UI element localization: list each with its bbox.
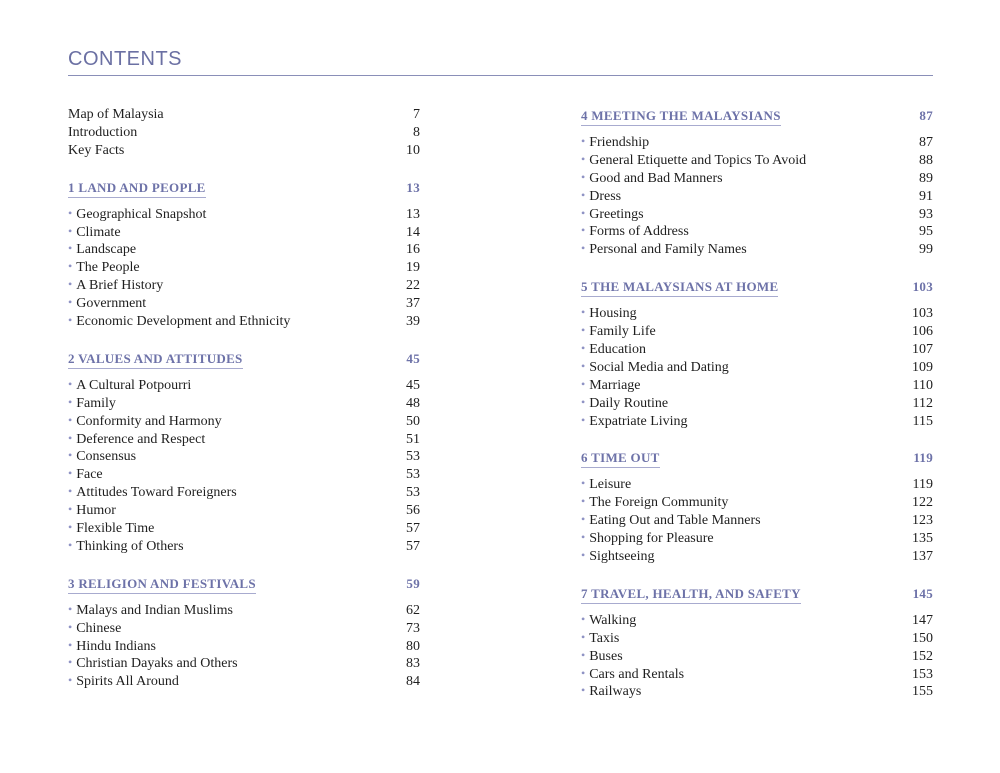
section-spacer: [581, 259, 933, 277]
entry-label: Map of Malaysia: [68, 107, 164, 122]
entry-page-number: 88: [919, 152, 933, 168]
section-title: 4 MEETING THE MALAYSIANS: [581, 107, 781, 126]
section-page-number: 145: [912, 585, 933, 601]
toc-entry[interactable]: [581, 612, 933, 630]
entry-label: • Good and Bad Manners: [581, 170, 723, 188]
toc-entry[interactable]: [68, 673, 420, 691]
section-spacer: [581, 468, 933, 476]
entry-page-number: 45: [406, 377, 420, 393]
toc-entry[interactable]: [68, 520, 420, 538]
entry-label: • Social Media and Dating: [581, 359, 729, 377]
entry-label: • Housing: [581, 305, 637, 323]
entry-page-number: 123: [912, 513, 933, 529]
entry-page-number: 53: [406, 467, 420, 483]
page-title: CONTENTS: [68, 48, 182, 70]
front-matter-entry[interactable]: [68, 124, 420, 142]
section-spacer: [68, 198, 420, 206]
entry-page-number: 57: [406, 538, 420, 554]
entry-page-number: 57: [406, 521, 420, 537]
section-spacer: [581, 604, 933, 612]
section-title: 6 TIME OUT: [581, 449, 660, 468]
entry-label: • Walking: [581, 612, 636, 630]
entry-page-number: 22: [406, 278, 420, 294]
toc-entry[interactable]: [581, 206, 933, 224]
entry-page-number: 51: [406, 431, 420, 447]
toc-entry[interactable]: [68, 413, 420, 431]
entry-label: • Greetings: [581, 206, 644, 224]
entry-page-number: 50: [406, 413, 420, 429]
toc-left-column: [68, 106, 420, 691]
entry-page-number: 87: [919, 135, 933, 150]
entry-label: • Malays and Indian Muslims: [68, 602, 233, 620]
front-matter-entry[interactable]: [68, 142, 420, 160]
entry-label: • Daily Routine: [581, 395, 668, 413]
toc-entry[interactable]: [581, 152, 933, 170]
entry-label: • A Cultural Potpourri: [68, 377, 191, 395]
entry-page-number: 89: [919, 170, 933, 186]
entry-label: • Cars and Rentals: [581, 666, 684, 684]
entry-page-number: 14: [406, 224, 420, 240]
entry-page-number: 109: [912, 359, 933, 375]
toc-entry[interactable]: [68, 295, 420, 313]
entry-page-number: 7: [413, 107, 420, 122]
front-matter-entry[interactable]: [68, 106, 420, 124]
section-spacer: [68, 160, 420, 178]
entry-label: • Eating Out and Table Manners: [581, 512, 761, 530]
entry-label: • Deference and Respect: [68, 431, 205, 449]
section-heading[interactable]: [68, 349, 420, 369]
toc-entry[interactable]: [581, 666, 933, 684]
section-heading[interactable]: [581, 448, 933, 468]
entry-label: • Friendship: [581, 134, 649, 152]
section-spacer: [68, 331, 420, 349]
entry-page-number: 119: [912, 477, 933, 493]
section-heading[interactable]: [581, 106, 933, 126]
section-spacer: [68, 556, 420, 574]
toc-entry[interactable]: [68, 502, 420, 520]
entry-label: • Railways: [581, 683, 641, 701]
section-title: 7 TRAVEL, HEALTH, AND SAFETY: [581, 585, 801, 604]
entry-label: • Climate: [68, 224, 121, 242]
entry-label: • Expatriate Living: [581, 413, 688, 431]
entry-label: • Education: [581, 341, 646, 359]
toc-entry[interactable]: [68, 638, 420, 656]
entry-label: Introduction: [68, 124, 138, 140]
toc-entry[interactable]: [581, 223, 933, 241]
toc-entry[interactable]: [68, 448, 420, 466]
toc-entry[interactable]: [68, 395, 420, 413]
section-title: 3 RELIGION AND FESTIVALS: [68, 575, 256, 594]
title-divider: [68, 75, 933, 76]
section-page-number: 87: [919, 108, 933, 123]
entry-label: • Marriage: [581, 377, 641, 395]
toc-entry[interactable]: [581, 170, 933, 188]
entry-label: • Government: [68, 295, 146, 313]
entry-label: • Family: [68, 395, 116, 413]
entry-label: • The People: [68, 259, 140, 277]
entry-label: • Dress: [581, 188, 621, 206]
toc-entry[interactable]: [581, 630, 933, 648]
section-heading[interactable]: [581, 584, 933, 604]
toc-entry[interactable]: [68, 620, 420, 638]
entry-page-number: 13: [406, 206, 420, 222]
entry-page-number: 147: [912, 612, 933, 628]
entry-label: • Forms of Address: [581, 223, 689, 241]
entry-page-number: 37: [406, 296, 420, 312]
section-heading[interactable]: [581, 277, 933, 297]
toc-entry[interactable]: [68, 206, 420, 224]
entry-label: • Spirits All Around: [68, 673, 179, 691]
entry-label: • Buses: [581, 648, 623, 666]
section-spacer: [581, 297, 933, 305]
entry-label: • Personal and Family Names: [581, 241, 747, 259]
entry-label: • Shopping for Pleasure: [581, 530, 714, 548]
toc-entry[interactable]: [68, 259, 420, 277]
section-page-number: 13: [406, 179, 420, 195]
toc-entry[interactable]: [68, 277, 420, 295]
section-heading[interactable]: [68, 178, 420, 198]
section-title: 2 VALUES AND ATTITUDES: [68, 350, 243, 369]
entry-page-number: 110: [912, 377, 933, 393]
toc-entry[interactable]: [581, 305, 933, 323]
entry-label: • Consensus: [68, 448, 136, 466]
toc-entry[interactable]: [581, 548, 933, 566]
entry-label: • Geographical Snapshot: [68, 206, 206, 224]
entry-page-number: 16: [406, 242, 420, 258]
toc-entry[interactable]: [581, 188, 933, 206]
toc-entry[interactable]: [581, 359, 933, 377]
entry-page-number: 95: [919, 224, 933, 240]
section-page-number: 45: [406, 350, 420, 366]
entry-page-number: 83: [406, 656, 420, 672]
toc-entry[interactable]: [581, 494, 933, 512]
section-title: 1 LAND AND PEOPLE: [68, 179, 206, 198]
toc-entry[interactable]: [68, 484, 420, 502]
entry-label: • Leisure: [581, 476, 631, 494]
toc-entry[interactable]: [581, 341, 933, 359]
toc-entry[interactable]: [68, 602, 420, 620]
entry-label: • Attitudes Toward Foreigners: [68, 484, 237, 502]
entry-label: • Family Life: [581, 323, 656, 341]
entry-page-number: 62: [406, 602, 420, 618]
toc-entry[interactable]: [68, 655, 420, 673]
entry-label: • Christian Dayaks and Others: [68, 655, 238, 673]
toc-entry[interactable]: [68, 431, 420, 449]
entry-page-number: 115: [912, 413, 933, 429]
section-page-number: 59: [406, 575, 420, 591]
toc-entry[interactable]: [68, 224, 420, 242]
entry-page-number: 152: [912, 648, 933, 664]
entry-page-number: 91: [919, 188, 933, 204]
entry-label: • Conformity and Harmony: [68, 413, 222, 431]
entry-page-number: 93: [919, 206, 933, 222]
entry-label: • Thinking of Others: [68, 538, 184, 556]
entry-label: Key Facts: [68, 142, 125, 158]
entry-label: • Chinese: [68, 620, 121, 638]
entry-label: • Face: [68, 466, 103, 484]
entry-page-number: 135: [912, 531, 933, 547]
section-spacer: [581, 430, 933, 448]
toc-entry[interactable]: [581, 134, 933, 152]
entry-label: • Economic Development and Ethnicity: [68, 313, 290, 331]
entry-page-number: 137: [912, 549, 933, 565]
toc-entry[interactable]: [581, 323, 933, 341]
toc-entry[interactable]: [68, 377, 420, 395]
entry-page-number: 112: [912, 395, 933, 411]
entry-page-number: 103: [912, 306, 933, 322]
section-page-number: 119: [913, 450, 933, 466]
toc-entry[interactable]: [581, 377, 933, 395]
entry-page-number: 150: [912, 630, 933, 646]
entry-page-number: 84: [406, 674, 420, 690]
toc-entry[interactable]: [68, 313, 420, 331]
entry-page-number: 39: [406, 314, 420, 330]
entry-label: • Hindu Indians: [68, 638, 156, 656]
toc-entry[interactable]: [68, 241, 420, 259]
entry-page-number: 107: [912, 342, 933, 358]
section-spacer: [581, 126, 933, 134]
entry-label: • General Etiquette and Topics To Avoid: [581, 152, 806, 170]
entry-label: • The Foreign Community: [581, 494, 728, 512]
entry-page-number: 56: [406, 503, 420, 519]
section-spacer: [581, 566, 933, 584]
entry-page-number: 155: [912, 684, 933, 700]
entry-page-number: 10: [406, 142, 420, 158]
section-spacer: [68, 369, 420, 377]
toc-right-column: [581, 106, 933, 701]
entry-page-number: 73: [406, 620, 420, 636]
entry-page-number: 122: [912, 495, 933, 511]
entry-label: • Landscape: [68, 241, 136, 259]
section-spacer: [68, 594, 420, 602]
entry-page-number: 106: [912, 324, 933, 340]
entry-page-number: 48: [406, 395, 420, 411]
entry-page-number: 53: [406, 485, 420, 501]
entry-page-number: 53: [406, 449, 420, 465]
entry-page-number: 8: [413, 124, 420, 140]
entry-label: • Flexible Time: [68, 520, 154, 538]
entry-page-number: 80: [406, 638, 420, 654]
entry-page-number: 19: [406, 260, 420, 276]
entry-page-number: 153: [912, 666, 933, 682]
toc-entry[interactable]: [581, 648, 933, 666]
toc-entry[interactable]: [68, 466, 420, 484]
toc-entry[interactable]: [581, 512, 933, 530]
toc-entry[interactable]: [581, 530, 933, 548]
toc-entry[interactable]: [581, 395, 933, 413]
section-heading[interactable]: [68, 574, 420, 594]
entry-label: • Taxis: [581, 630, 619, 648]
entry-page-number: 99: [919, 242, 933, 258]
toc-entry[interactable]: [581, 241, 933, 259]
toc-entry[interactable]: [581, 683, 933, 701]
entry-label: • Sightseeing: [581, 548, 655, 566]
toc-entry[interactable]: [581, 476, 933, 494]
toc-entry[interactable]: [581, 413, 933, 431]
toc-entry[interactable]: [68, 538, 420, 556]
section-title: 5 THE MALAYSIANS AT HOME: [581, 278, 778, 297]
section-page-number: 103: [912, 279, 933, 295]
entry-label: • Humor: [68, 502, 116, 520]
entry-label: • A Brief History: [68, 277, 163, 295]
